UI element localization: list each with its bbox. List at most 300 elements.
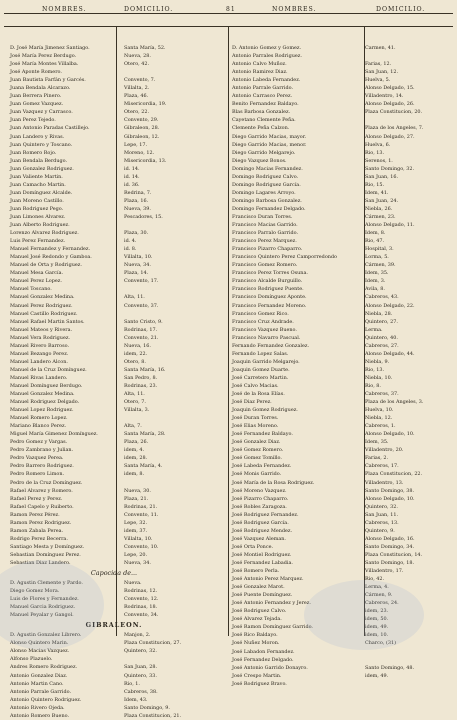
- resident-name: Francisco Macias Garrido.: [232, 222, 298, 229]
- resident-name: Joaquin Garrido Melgarejo.: [232, 358, 300, 365]
- list-item: [4, 269, 224, 277]
- resident-name: Manuel Rivero Barroso.: [10, 342, 70, 349]
- resident-address: Quintero, 40.: [365, 334, 398, 341]
- list-item: [4, 406, 224, 414]
- resident-address: Plaza Constitucion, 27.: [124, 640, 182, 647]
- resident-name: José Rodriguez Bravo.: [232, 680, 287, 687]
- resident-name: Francisco Fernandez Moreno.: [232, 302, 307, 309]
- resident-name: Rafael Alvarez y Romero.: [10, 487, 73, 494]
- resident-name: José Rodriguez Calvo.: [232, 608, 287, 615]
- resident-name: José Gonzalez Diaz.: [232, 439, 281, 446]
- resident-name: Antonio Parrales Rodriguez.: [232, 53, 302, 60]
- list-item: [4, 680, 224, 688]
- resident-address: idem, 50.: [365, 616, 389, 623]
- resident-name: Ramon Perez Rodriguez.: [10, 519, 72, 526]
- list-item: [4, 310, 224, 318]
- resident-name: Manuel Gonzalez Medina.: [10, 294, 75, 301]
- list-item: [230, 141, 450, 149]
- list-item: [230, 269, 450, 277]
- resident-name: Manuel Vera Rodriguez.: [10, 334, 70, 341]
- resident-name: José Fernandez Delgado.: [232, 656, 294, 663]
- list-item: [4, 213, 224, 221]
- resident-address: Plaza, 26.: [124, 439, 149, 446]
- resident-name: Rafael Capelo y Ruiberto.: [10, 503, 74, 510]
- resident-name: Diego Gomez Mora.: [10, 588, 60, 595]
- resident-address: Rodrinas, 18.: [124, 604, 158, 611]
- resident-name: Luis Perez Fernandez.: [10, 238, 66, 245]
- resident-address: idem, 37.: [124, 527, 148, 534]
- resident-name: Manuel Fernandez y Fernandez.: [10, 246, 91, 253]
- list-item: [4, 334, 224, 342]
- resident-address: Rio, 13.: [365, 149, 385, 156]
- resident-name: Francisco Rodriguez Puente.: [232, 286, 304, 293]
- header-domicilio-left: DOMICILIO.: [124, 6, 174, 13]
- resident-name: José Carretero Martin.: [232, 374, 289, 381]
- resident-name: D. Agustin Clemente y Pardo.: [10, 580, 83, 587]
- list-item: [230, 334, 450, 342]
- list-item: [230, 454, 450, 462]
- resident-address: Cabreros, 43.: [365, 294, 399, 301]
- resident-address: Huelva, 10.: [365, 407, 394, 414]
- resident-name: Francisco Cruz Andrade.: [232, 318, 294, 325]
- resident-name: José Moreno Vazquez.: [232, 487, 287, 494]
- resident-address: Idem, 43.: [124, 696, 148, 703]
- resident-name: Manuel Mesa García.: [10, 270, 64, 277]
- resident-address: Idem, 35.: [365, 439, 389, 446]
- resident-name: Antonio Martin Cano.: [10, 680, 64, 687]
- list-item: [4, 293, 224, 301]
- resident-name: Manuel Rivas Landero.: [10, 374, 68, 381]
- resident-address: Quintero, 27.: [365, 318, 398, 325]
- list-item: [4, 454, 224, 462]
- resident-name: Manuel Perez Rodriguez.: [10, 302, 73, 309]
- resident-name: Domingo Rodriguez García.: [232, 181, 301, 188]
- resident-address: Alonso Delgado, 10.: [365, 495, 415, 502]
- list-item: [4, 390, 224, 398]
- resident-name: Francisco Perez Torres Osuna.: [232, 270, 308, 277]
- resident-name: Juan Quintero y Toscano.: [10, 141, 73, 148]
- resident-address: Otero, 42.: [124, 61, 150, 68]
- resident-name: Diego Garrido Melgarejo.: [232, 149, 296, 156]
- resident-address: Plaza Constitucion, 14.: [365, 551, 423, 558]
- list-item: [4, 173, 224, 181]
- resident-address: Plaza, 30.: [124, 230, 149, 237]
- resident-name: Juan Alberto Rodriguez.: [10, 222, 70, 229]
- resident-address: Huelva, 6.: [365, 141, 391, 148]
- list-item: [4, 479, 224, 487]
- list-item: [230, 366, 450, 374]
- list-item: [230, 133, 450, 141]
- resident-address: Villalta, 3.: [124, 407, 150, 414]
- resident-name: José María de la Rosa Rodriguez.: [232, 479, 315, 486]
- list-item: [230, 527, 450, 535]
- resident-name: Domingo Rodriguez Calvo.: [232, 173, 299, 180]
- resident-name: Juan Romero Rojo.: [10, 149, 57, 156]
- resident-address: Nueva, 16.: [124, 342, 151, 349]
- resident-address: Niebla, 28.: [365, 310, 393, 317]
- list-item: [230, 92, 450, 100]
- list-item: [230, 310, 450, 318]
- list-item: [4, 285, 224, 293]
- resident-address: Moreno, 12.: [124, 149, 155, 156]
- resident-name: Manuel José Redondo y Gamboa.: [10, 254, 92, 261]
- resident-name: Manuel Gonzalez Medina.: [10, 391, 75, 398]
- resident-name: José Duran Torres.: [232, 415, 279, 422]
- resident-name: Antonio Gonzalez Diaz.: [10, 672, 68, 679]
- list-item: [4, 124, 224, 132]
- resident-name: José Orta Ponce.: [232, 543, 274, 550]
- list-item: [230, 68, 450, 76]
- list-item: [230, 535, 450, 543]
- resident-name: Francisco Gomez Romero.: [232, 262, 298, 269]
- resident-name: Juan Camacho Martin.: [10, 181, 66, 188]
- resident-address: Rio, 47.: [365, 238, 385, 245]
- list-item: [230, 205, 450, 213]
- list-item: [4, 44, 224, 52]
- resident-name: Alfonso Plazuelo.: [10, 656, 53, 663]
- resident-name: Pedro Romero Limon.: [10, 471, 65, 478]
- resident-name: Ramon Perez Pérez.: [10, 511, 60, 518]
- resident-name: D. Agustin Gonzalez Librero.: [10, 632, 82, 639]
- resident-address: Manjon, 2.: [124, 632, 151, 639]
- resident-name: Juana Bendala Alcarazo.: [10, 85, 71, 92]
- resident-address: Villadentro, 17.: [365, 568, 404, 575]
- list-item: [230, 559, 450, 567]
- resident-address: Misericordia, 19.: [124, 101, 167, 108]
- list-item: [4, 672, 224, 680]
- list-item: [230, 293, 450, 301]
- resident-name: Juan Landero y Rivas.: [10, 133, 65, 140]
- resident-name: Domingo Macias Fernandez.: [232, 165, 303, 172]
- resident-name: Manuel Lopez Rodriguez.: [10, 407, 74, 414]
- list-item: [4, 261, 224, 269]
- resident-address: Rio, 42.: [365, 576, 385, 583]
- resident-name: Juan Rodriguez Pego.: [10, 205, 64, 212]
- list-item: [230, 382, 450, 390]
- list-item: [4, 237, 224, 245]
- header-domicilio-right: DOMICILIO.: [376, 6, 426, 13]
- resident-address: id. 14.: [124, 173, 140, 180]
- resident-name: Fernando Fernandez Gonzalez.: [232, 342, 310, 349]
- resident-address: Rodrinas, 21.: [124, 503, 158, 510]
- list-item: [230, 189, 450, 197]
- resident-address: Idem, 41.: [365, 189, 389, 196]
- resident-name: Francisco Duran Torres.: [232, 213, 293, 220]
- list-item: [4, 277, 224, 285]
- list-item: [4, 655, 224, 663]
- resident-address: Nueva, 30.: [124, 487, 151, 494]
- resident-address: Cabreros, 17.: [365, 463, 399, 470]
- resident-address: idem, 28.: [124, 455, 148, 462]
- resident-name: Antonio Ramirez Diaz.: [232, 69, 288, 76]
- resident-address: Otero, 8.: [124, 358, 146, 365]
- list-item: [4, 696, 224, 704]
- resident-address: Otero, 7.: [124, 399, 146, 406]
- list-item: [230, 487, 450, 495]
- list-item: [4, 535, 224, 543]
- resident-name: Joaquin Gomez Rodriguez.: [232, 407, 298, 414]
- resident-address: Nueva, 28.: [124, 53, 151, 60]
- resident-name: Juan Gonzalez Rodriguez.: [10, 165, 74, 172]
- list-item: [230, 398, 450, 406]
- list-item: [4, 197, 224, 205]
- resident-name: José Antonio Perez Marquez.: [232, 576, 304, 583]
- resident-address: Niebla, 9.: [365, 358, 390, 365]
- resident-name: José Vazquez Aleman.: [232, 535, 286, 542]
- resident-address: id. 14.: [124, 165, 140, 172]
- list-item: [4, 503, 224, 511]
- resident-address: Rio, 1.: [124, 680, 140, 687]
- list-item: [4, 253, 224, 261]
- resident-name: Juan Limones Alvarez.: [10, 213, 66, 220]
- list-item: [4, 342, 224, 350]
- resident-name: Pedro Barrero Rodriguez.: [10, 463, 74, 470]
- resident-name: Juan Gomez Vazquez.: [10, 101, 64, 108]
- resident-name: Rodrigo Perez Becerra.: [10, 535, 68, 542]
- resident-address: Convento, 10.: [124, 543, 159, 550]
- list-item: [230, 648, 450, 656]
- resident-name: José Antonio Fernandez y Jerez.: [232, 600, 311, 607]
- resident-name: Manuel Toscano.: [10, 286, 52, 293]
- list-item: [230, 342, 450, 350]
- resident-address: Lerma, 4.: [365, 584, 389, 591]
- resident-name: José Nuñez Moron.: [232, 640, 280, 647]
- resident-address: Gibraleon, 12.: [124, 133, 160, 140]
- resident-name: Benito Fernandez Baldayo.: [232, 101, 299, 108]
- resident-address: Quintero, 32.: [124, 648, 157, 655]
- resident-name: Cayetano Clemente Peña.: [232, 117, 296, 124]
- resident-name: D. Antonio Gomez y Gomez.: [232, 45, 302, 51]
- resident-address: Convento, 34.: [124, 612, 159, 619]
- resident-name: Manuel Rafael Martin Santos.: [10, 318, 85, 325]
- list-item: [230, 680, 450, 688]
- list-item: [4, 350, 224, 358]
- resident-name: José Rodriguez García.: [232, 519, 289, 526]
- list-item: [4, 398, 224, 406]
- list-item: [4, 470, 224, 478]
- list-item: [4, 108, 224, 116]
- list-item: [230, 197, 450, 205]
- resident-name: Pedro Vazquez Perea.: [10, 455, 64, 462]
- list-item: [230, 76, 450, 84]
- resident-name: José Monis Garrido.: [232, 471, 282, 478]
- resident-address: Convento, 7.: [124, 77, 156, 84]
- resident-address: idem, 23.: [365, 608, 389, 615]
- list-item: [230, 664, 450, 672]
- resident-name: Antonio Rivero Ojeda.: [10, 704, 65, 711]
- resident-address: Nueva, 34.: [124, 560, 151, 566]
- resident-name: José Fernandez Labadia.: [232, 560, 293, 566]
- resident-name: Diego Vazquez Bonos.: [232, 157, 287, 164]
- list-item: [230, 567, 450, 575]
- resident-address: Plaza de los Angeles, 7.: [365, 125, 424, 132]
- list-item: [4, 551, 224, 559]
- resident-name: Rafael Perez y Perez.: [10, 495, 63, 502]
- resident-name: Juan Bautista Farfán y Garcés.: [10, 77, 86, 84]
- resident-address: Alonso Delgado, 15.: [365, 85, 415, 92]
- list-item: [230, 438, 450, 446]
- resident-name: Manuel Rodriguez Delgado.: [10, 399, 80, 406]
- resident-address: Plaza de los Angeles, 3.: [365, 399, 424, 406]
- resident-name: Blas Barbosa Gonzalez.: [232, 109, 291, 116]
- resident-name: Pedro Gomez y Vargas.: [10, 439, 68, 446]
- resident-address: Convento, 29.: [124, 117, 159, 124]
- resident-address: Cabreros, 27.: [365, 342, 399, 349]
- resident-name: José Rodriguez Mendez.: [232, 527, 293, 534]
- resident-address: Alonso Delgado, 44.: [365, 350, 415, 357]
- resident-address: Farias, 12.: [365, 61, 392, 68]
- list-item: [230, 60, 450, 68]
- resident-address: San Pedro, 8.: [124, 374, 158, 381]
- list-item: [230, 213, 450, 221]
- resident-address: Plaza Constitucion, 22.: [365, 471, 423, 478]
- resident-address: Santa María, 28.: [124, 431, 166, 438]
- resident-address: Nueva, 39.: [124, 205, 151, 212]
- list-item: [4, 318, 224, 326]
- list-item: [230, 245, 450, 253]
- resident-name: Pedro Zambrano y Julian.: [10, 447, 74, 454]
- page-number: 81: [226, 6, 236, 13]
- resident-name: Manuel Domínguez Berdugo.: [10, 382, 83, 389]
- resident-address: Convento, 21.: [124, 334, 159, 341]
- list-item: [230, 374, 450, 382]
- list-item: [230, 318, 450, 326]
- resident-name: José Gomez Tomillo.: [232, 455, 282, 462]
- list-item: [230, 390, 450, 398]
- list-item: [230, 157, 450, 165]
- resident-name: Francisco Quintero Perez Camporredondo: [232, 254, 337, 261]
- list-item: [4, 133, 224, 141]
- resident-address: Cármen, 9.: [365, 592, 393, 599]
- resident-name: Alonso Quintero Marin.: [10, 640, 69, 647]
- list-item: [4, 116, 224, 124]
- resident-name: José Aponte Romero.: [10, 69, 62, 76]
- resident-address: Alonso Delgado, 27.: [365, 133, 415, 140]
- left-section-main: [4, 44, 224, 567]
- resident-name: Francisco Vazquez Bueno.: [232, 326, 297, 333]
- resident-address: Plaza, 16.: [124, 197, 149, 204]
- list-item: [230, 656, 450, 664]
- list-item: [4, 712, 224, 720]
- resident-address: Farias, 2.: [365, 455, 389, 462]
- header-nombres-left: NOMBRES.: [42, 6, 87, 13]
- resident-address: Lepe, 17.: [124, 141, 148, 148]
- resident-address: id. 4.: [124, 238, 137, 245]
- resident-name: Pedro de la Cruz Domínguez.: [10, 479, 83, 486]
- directory-page: [4, 0, 453, 719]
- list-item: [230, 326, 450, 334]
- list-item: [230, 406, 450, 414]
- list-item: [4, 663, 224, 671]
- resident-address: Huelva, 5.: [365, 77, 391, 84]
- resident-address: Rio, 15.: [365, 181, 385, 188]
- resident-address: Idem, 35.: [365, 270, 389, 277]
- list-item: [4, 422, 224, 430]
- resident-name: Francisco Domínguez Aponte.: [232, 294, 307, 301]
- resident-name: José Ramon Domínguez Garrido.: [232, 624, 313, 631]
- resident-name: Manuel Romero Lopez.: [10, 415, 68, 422]
- resident-address: Rodrinas, 12.: [124, 588, 158, 595]
- list-item: [230, 462, 450, 470]
- list-item: [4, 76, 224, 84]
- list-item: [4, 430, 224, 438]
- list-item: [4, 205, 224, 213]
- resident-name: Diego Garrido Macias, mayor.: [232, 133, 307, 140]
- resident-address: San Juan, 28.: [124, 664, 158, 671]
- resident-address: Convento, 12.: [124, 596, 159, 603]
- resident-address: id. 36.: [124, 181, 140, 188]
- resident-address: Rodrinas, 23.: [124, 382, 158, 389]
- list-item: [230, 149, 450, 157]
- list-item: [4, 382, 224, 390]
- resident-name: Francisco Pizarro Chaparro.: [232, 246, 303, 253]
- resident-address: Misericordia, 13.: [124, 157, 167, 164]
- resident-address: Avila, 8.: [365, 286, 385, 293]
- list-item: [230, 446, 450, 454]
- resident-address: Villadentro, 14.: [365, 93, 404, 100]
- resident-address: Santo Domingo, 18.: [365, 560, 415, 566]
- section-title-capocida: Capocida de...: [90, 569, 138, 578]
- resident-name: Lorenzo Alvarez Rodriguez.: [10, 230, 79, 237]
- list-item: [4, 157, 224, 165]
- resident-name: Antonio Romero Bueno.: [10, 712, 70, 719]
- resident-name: José Gonzalez Marot.: [232, 584, 285, 591]
- resident-address: San Juan, 16.: [365, 173, 399, 180]
- resident-name: José Gomez Romero.: [232, 447, 284, 454]
- list-item: [230, 52, 450, 60]
- list-item: [4, 302, 224, 310]
- resident-name: Alonso Macias Vazquez.: [10, 648, 70, 655]
- list-item: [230, 84, 450, 92]
- resident-address: id. 8.: [124, 246, 137, 253]
- list-item: [230, 511, 450, 519]
- resident-address: Quintero, 33.: [124, 672, 157, 679]
- list-item: [4, 181, 224, 189]
- resident-address: Nueva, 34.: [124, 262, 151, 269]
- resident-name: Ramon Zabala Perea.: [10, 527, 64, 534]
- resident-address: Lepe, 20.: [124, 551, 148, 558]
- resident-name: José de la Rosa Elías.: [232, 391, 285, 398]
- list-item: [230, 277, 450, 285]
- resident-name: Luis de Flores y Fernandez.: [10, 596, 79, 603]
- resident-name: Antonio Calvo Muñoz.: [232, 61, 287, 68]
- resident-address: Santa María, 16.: [124, 366, 166, 373]
- resident-address: Villadentro, 13.: [365, 479, 404, 486]
- resident-name: Andres Romero Rodriguez.: [10, 664, 78, 671]
- header-nombres-right: NOMBRES.: [272, 6, 317, 13]
- resident-name: José Antonio Garrido Donayro.: [232, 664, 308, 671]
- list-item: [230, 519, 450, 527]
- resident-address: Villalta, 10.: [124, 254, 153, 261]
- resident-address: Rodrinas, 17.: [124, 326, 158, 333]
- resident-name: Juan Berrera Pinero.: [10, 93, 62, 100]
- resident-name: Antonio Carrasco Perez.: [232, 93, 293, 100]
- resident-name: José Fernandez Baldayo.: [232, 431, 293, 438]
- list-item: [230, 430, 450, 438]
- resident-name: Manuel de Orta y Rodriguez.: [10, 262, 82, 269]
- resident-name: Francisco Gomez Rico.: [232, 310, 289, 317]
- resident-address: Alta, 11.: [124, 391, 145, 398]
- resident-address: Convento, 37.: [124, 302, 159, 309]
- resident-name: José Rodriguez Fernandez.: [232, 511, 299, 518]
- resident-address: Serenos, 1.: [365, 157, 393, 164]
- resident-name: Francisco Alcalde Burguillo.: [232, 278, 303, 285]
- resident-name: José Rico Baldayo.: [232, 632, 278, 639]
- resident-address: Cármen, 23.: [365, 213, 396, 220]
- list-item: [4, 688, 224, 696]
- list-item: [230, 358, 450, 366]
- resident-address: Plaza, 46.: [124, 93, 149, 100]
